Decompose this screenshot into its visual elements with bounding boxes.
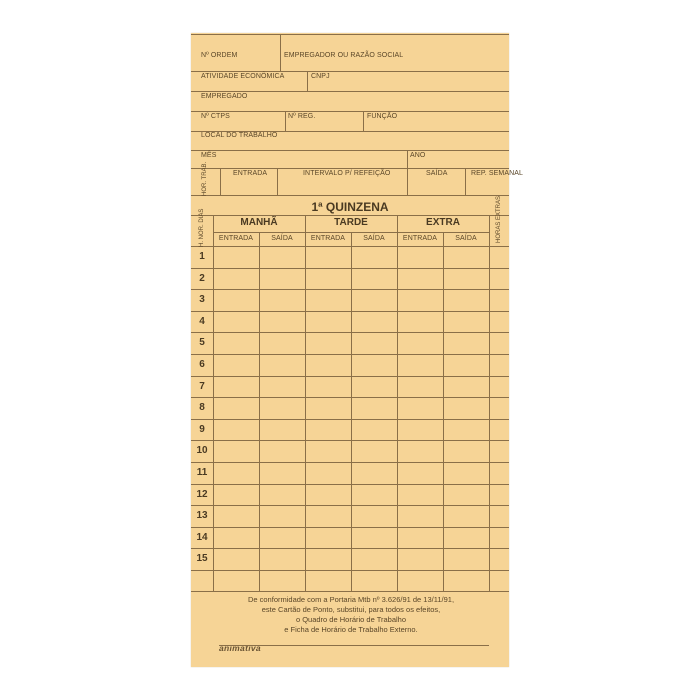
row-rule xyxy=(191,440,509,441)
rule xyxy=(307,71,308,91)
day-number: 9 xyxy=(199,423,205,435)
rule xyxy=(259,232,260,591)
entrada-label: ENTRADA xyxy=(233,170,268,177)
rule xyxy=(219,645,489,646)
section-title: 1ª QUINZENA xyxy=(311,200,389,214)
rule xyxy=(191,111,509,112)
rule xyxy=(213,215,214,591)
day-number: 6 xyxy=(199,359,205,370)
day-number: 13 xyxy=(196,510,208,522)
row-rule xyxy=(191,354,509,355)
intervalo-label: INTERVALO P/ REFEIÇÃO xyxy=(303,170,391,177)
rule xyxy=(191,34,509,35)
row-rule xyxy=(191,376,509,377)
day-number: 12 xyxy=(196,488,208,500)
day-number: 7 xyxy=(199,380,205,392)
day-number: 4 xyxy=(199,315,205,327)
tarde-header: TARDE xyxy=(334,217,368,228)
rule xyxy=(191,71,509,72)
extra-entrada-label: ENTRADA xyxy=(402,235,438,242)
manha-saida-label: SAÍDA xyxy=(271,235,293,242)
extra-header: EXTRA xyxy=(426,217,460,228)
rule xyxy=(280,34,281,71)
rule xyxy=(465,168,466,195)
day-number: 3 xyxy=(199,294,205,306)
rule xyxy=(351,232,352,591)
day-number: 14 xyxy=(196,531,208,543)
row-rule xyxy=(191,419,509,420)
row-rule xyxy=(191,289,509,290)
empregado-label: EMPREGADO xyxy=(201,93,248,100)
ano-label: ANO xyxy=(410,152,426,159)
row-rule xyxy=(191,462,509,463)
rule xyxy=(285,111,286,131)
time-card xyxy=(191,33,524,667)
row-rule xyxy=(191,570,509,571)
day-number: 8 xyxy=(199,402,205,414)
horas-extras-label: HORAS EXTRAS xyxy=(496,195,502,243)
saida-label: SAÍDA xyxy=(426,170,448,177)
n-reg-label: Nº REG. xyxy=(288,113,316,120)
rule xyxy=(191,168,509,169)
row-rule xyxy=(191,527,509,528)
rep-semanal-label: REP. SEMANAL xyxy=(471,170,524,177)
local-label: LOCAL DO TRABALHO xyxy=(201,132,278,139)
extra-saida-label: SAÍDA xyxy=(455,235,477,242)
row-rule xyxy=(191,311,509,312)
manha-header: MANHÃ xyxy=(240,217,278,228)
h-nor-dias-label: H. NOR. DIAS xyxy=(199,208,205,247)
rule xyxy=(191,246,509,247)
rule xyxy=(407,168,408,195)
rule xyxy=(191,591,509,592)
funcao-label: FUNÇÃO xyxy=(367,113,398,120)
day-number: 5 xyxy=(199,337,205,349)
day-number: 11 xyxy=(196,467,208,478)
day-number: 15 xyxy=(196,553,208,565)
row-rule xyxy=(191,397,509,398)
cnpj-label: CNPJ xyxy=(311,73,330,80)
rule xyxy=(305,215,306,591)
row-rule xyxy=(191,548,509,549)
day-number: 10 xyxy=(196,445,208,457)
footer-line: e Ficha de Horário de Trabalho Externo. xyxy=(284,625,418,634)
mes-label: MÊS xyxy=(201,152,217,159)
rule xyxy=(191,150,509,151)
rule xyxy=(397,215,398,591)
rule xyxy=(191,91,509,92)
day-number: 2 xyxy=(199,272,205,284)
n-ctps-label: Nº CTPS xyxy=(201,113,230,120)
rule xyxy=(191,195,509,196)
rule xyxy=(407,150,408,168)
footer-line: o Quadro de Horário de Trabalho xyxy=(295,615,407,624)
row-rule xyxy=(191,484,509,485)
row-rule xyxy=(191,505,509,506)
tarde-entrada-label: ENTRADA xyxy=(310,235,346,242)
tarde-saida-label: SAÍDA xyxy=(363,235,385,242)
n-ordem-label: Nº ORDEM xyxy=(201,52,238,59)
brand-logo: animativa xyxy=(219,643,261,653)
day-number: 1 xyxy=(199,251,205,262)
footer-line: este Cartão de Ponto, substitui, para todos os efeitos, xyxy=(261,605,441,614)
row-rule xyxy=(191,332,509,333)
row-rule xyxy=(191,268,509,269)
footer-text xyxy=(231,595,471,635)
atividade-label: ATIVIDADE ECONÔMICA xyxy=(201,73,285,80)
footer-line: De conformidade com a Portaria Mtb nº 3.626/91 de 13/11/91, xyxy=(247,595,455,604)
rule xyxy=(363,111,364,131)
rule xyxy=(191,215,509,216)
rule xyxy=(443,232,444,591)
rule xyxy=(220,168,221,195)
manha-entrada-label: ENTRADA xyxy=(218,235,254,242)
rule xyxy=(489,215,490,591)
empregador-label: EMPREGADOR OU RAZÃO SOCIAL xyxy=(284,52,404,59)
hor-trab-label: HOR. TRAB. xyxy=(202,161,208,196)
rule xyxy=(277,168,278,195)
